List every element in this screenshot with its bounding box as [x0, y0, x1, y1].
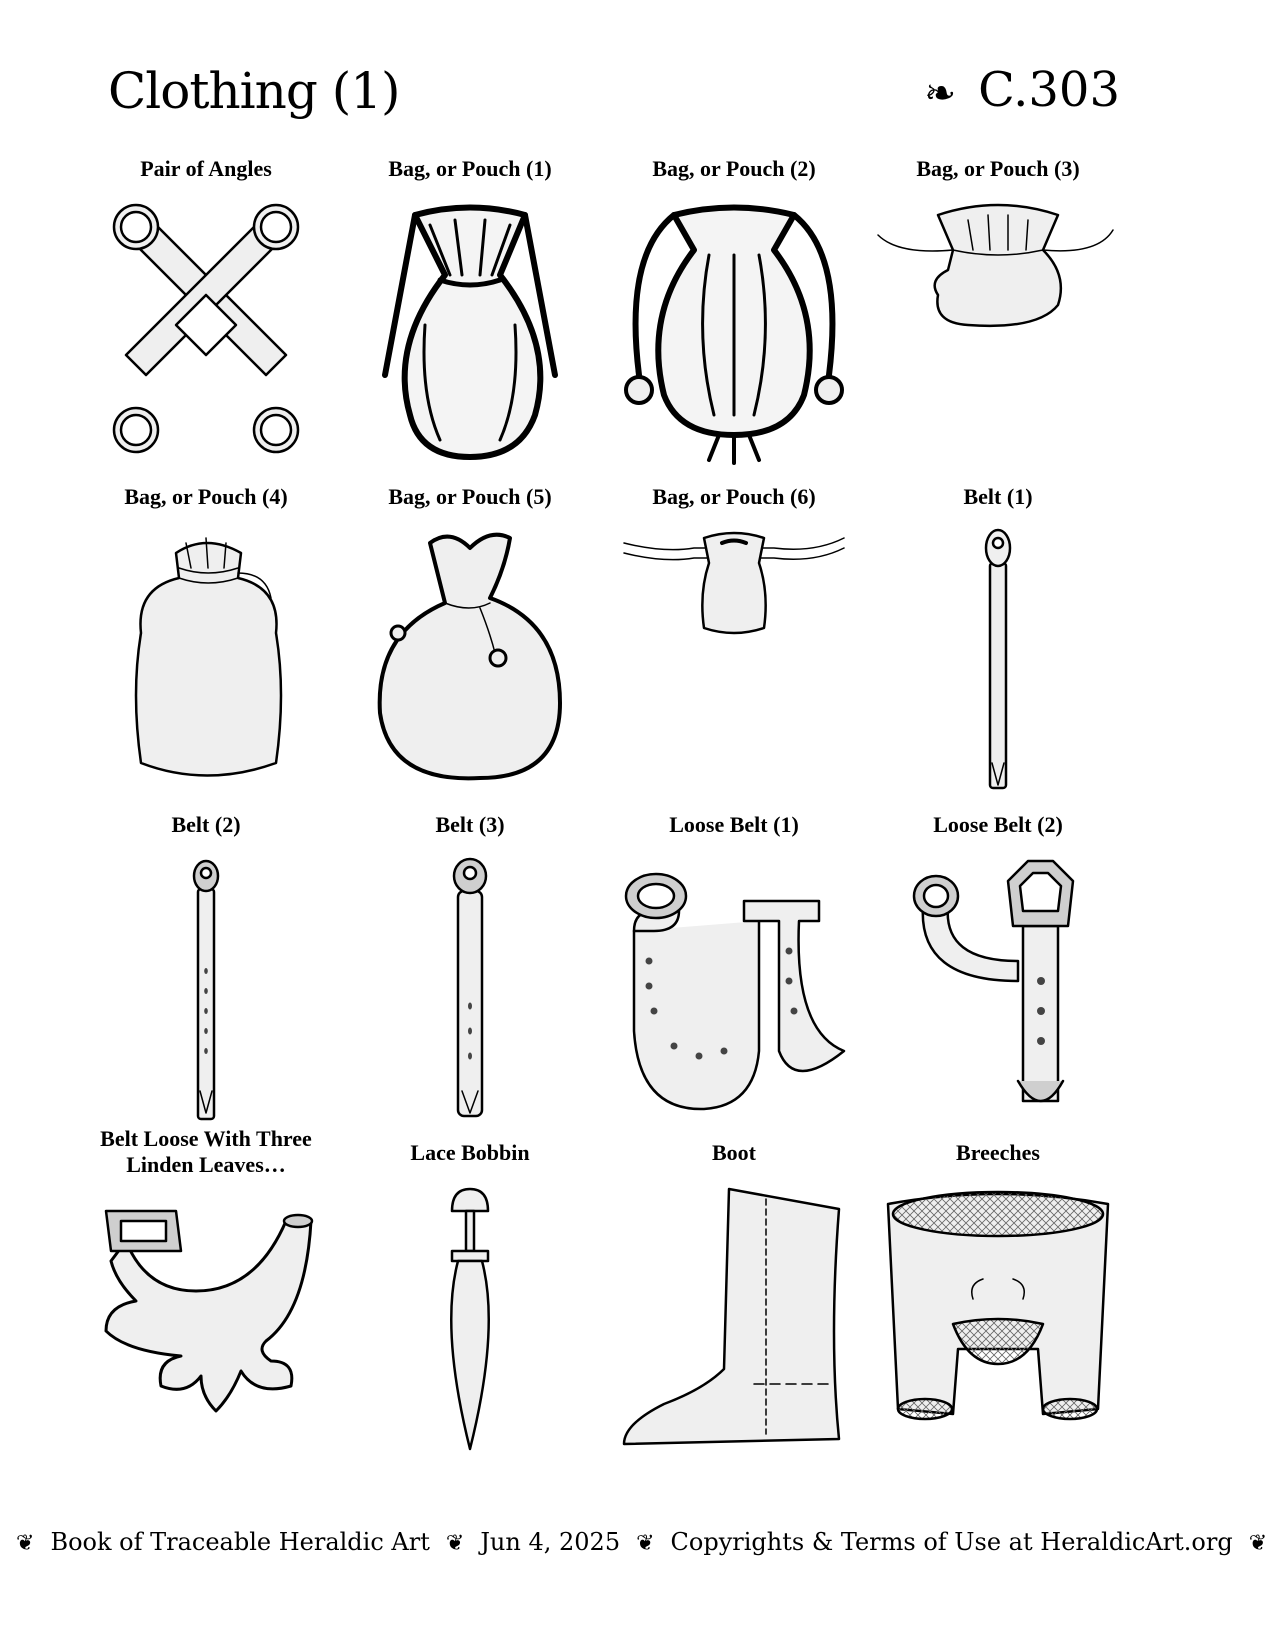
pouch-4-icon	[66, 523, 346, 803]
figure-loose-belt-2	[858, 811, 1138, 1141]
figure-label: Bag, or Pouch (3)	[916, 156, 1080, 181]
figure-label: Loose Belt (1)	[669, 812, 799, 837]
breeches-icon	[858, 1179, 1138, 1459]
pair-of-angles-icon	[66, 195, 346, 475]
footer-book: Book of Traceable Heraldic Art	[50, 1528, 430, 1556]
figure-label: Boot	[712, 1140, 756, 1165]
pouch-3-icon	[858, 195, 1138, 475]
loose-belt-2-icon	[858, 851, 1138, 1131]
pouch-6-icon	[594, 523, 874, 803]
figure-label: Belt (3)	[435, 812, 505, 837]
loose-belt-1-icon	[594, 851, 874, 1131]
boot-icon	[594, 1179, 874, 1459]
figure-label: Lace Bobbin	[410, 1140, 530, 1165]
page-title: Clothing (1)	[108, 62, 400, 120]
figure-label: Belt (1)	[963, 484, 1033, 509]
figure-label: Bag, or Pouch (4)	[124, 484, 288, 509]
pouch-2-icon	[594, 195, 874, 475]
figure-label: Pair of Angles	[140, 156, 272, 181]
figure-label: Loose Belt (2)	[933, 812, 1063, 837]
footer-date: Jun 4, 2025	[480, 1528, 621, 1556]
pouch-5-icon	[330, 523, 610, 803]
figure-pouch-3	[858, 155, 1138, 485]
figure-label: Breeches	[956, 1140, 1040, 1165]
figure-breeches	[858, 1139, 1138, 1469]
figure-lace-bobbin	[330, 1139, 610, 1469]
figure-pouch-5	[330, 483, 610, 813]
figure-pouch-6	[594, 483, 874, 813]
belt-3-icon	[330, 851, 610, 1131]
figure-pouch-1	[330, 155, 610, 485]
figure-belt-2	[66, 811, 346, 1141]
separator-icon: ❦	[1248, 1531, 1268, 1556]
separator-icon: ❦	[636, 1531, 655, 1556]
separator-icon: ❦	[16, 1531, 35, 1556]
fleuron-icon: ❧	[924, 71, 957, 115]
belt-2-icon	[66, 851, 346, 1131]
plate-code: C.303	[978, 62, 1120, 118]
lace-bobbin-icon	[330, 1179, 610, 1459]
page-code	[924, 62, 1120, 118]
figure-belt-1	[858, 483, 1138, 813]
figure-label: Bag, or Pouch (2)	[652, 156, 816, 181]
figure-label: Bag, or Pouch (5)	[388, 484, 552, 509]
footer-copyright[interactable]: Copyrights & Terms of Use at HeraldicArt.org	[670, 1528, 1233, 1556]
figure-label: Belt Loose With Three Linden Leaves…	[100, 1126, 312, 1177]
figure-belt-3	[330, 811, 610, 1141]
figure-pair-of-angles	[66, 155, 346, 485]
figure-pouch-4	[66, 483, 346, 813]
figure-loose-belt-1	[594, 811, 874, 1141]
pouch-1-icon	[330, 195, 610, 475]
figure-pouch-2	[594, 155, 874, 485]
belt-linden-leaves-icon	[66, 1181, 346, 1461]
figure-label: Belt (2)	[171, 812, 241, 837]
figure-belt-linden-leaves	[66, 1126, 346, 1456]
page-footer	[0, 1528, 1275, 1556]
figure-label: Bag, or Pouch (6)	[652, 484, 816, 509]
belt-1-icon	[858, 523, 1138, 803]
separator-icon: ❦	[445, 1531, 465, 1556]
figure-boot	[594, 1139, 874, 1469]
figure-label: Bag, or Pouch (1)	[388, 156, 552, 181]
